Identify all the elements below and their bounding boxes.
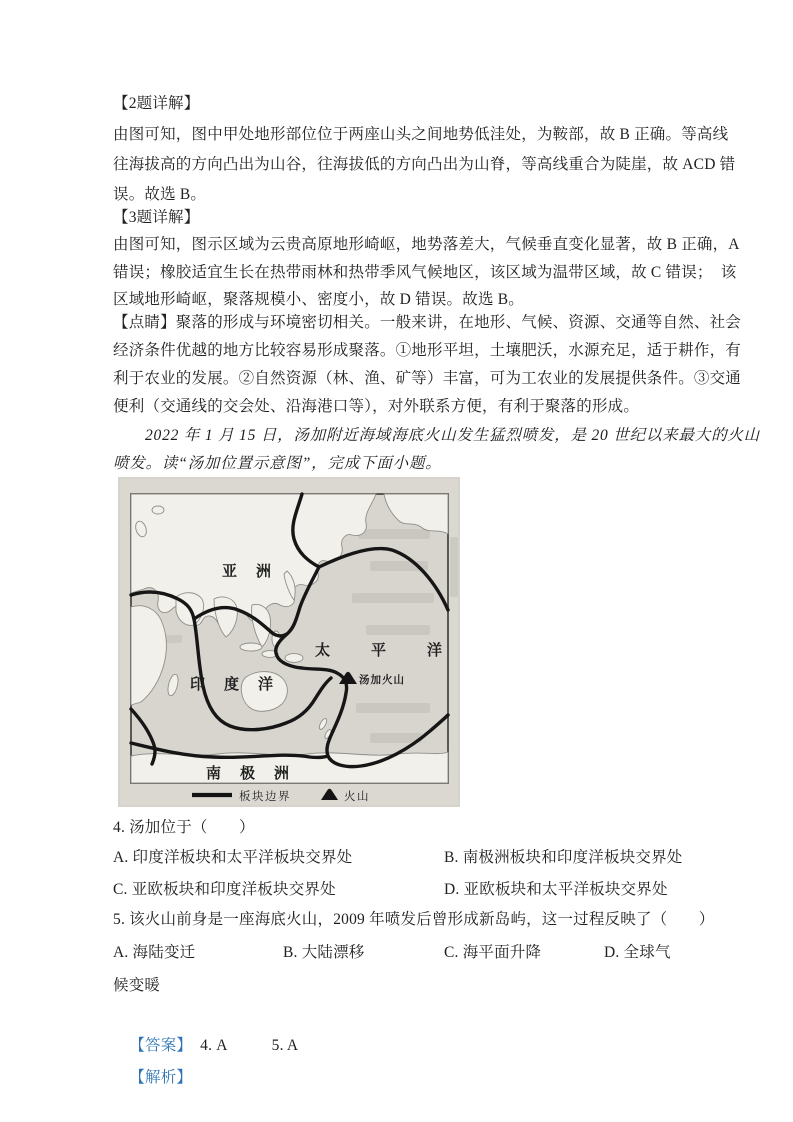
question4-option-b: B. 南极洲板块和印度洋板块交界处 xyxy=(444,849,683,866)
tonga-location-map-figure xyxy=(118,477,460,807)
label-tonga-volcano: 汤加火山 xyxy=(359,675,405,686)
dianjing-line: 【点睛】聚落的形成与环境密切相关。一般来讲，在地形、气候、资源、交通等自然、社会 xyxy=(113,314,742,331)
question5-option-b: B. 大陆漂移 xyxy=(283,944,365,961)
dianjing-line: 便利（交通线的交会处、沿海港口等），对外联系方便，有利于聚落的形成。 xyxy=(113,398,640,415)
explain2-header: 【2题详解】 xyxy=(113,95,200,112)
question5-option-c: C. 海平面升降 xyxy=(444,944,542,961)
explain2-line: 往海拔高的方向凸出为山谷，往海拔低的方向凸出为山脊，等高线重合为陡崖，故 ACD 错 xyxy=(113,156,736,173)
explain2-line: 误。故选 B。 xyxy=(113,186,207,203)
question5-option-d-wrap: 候变暖 xyxy=(113,977,161,994)
question4-option-a: A. 印度洋板块和太平洋板块交界处 xyxy=(113,849,353,866)
tonga-location-map xyxy=(118,477,460,807)
intro-line: 喷发。读“汤加位置示意图”，完成下面小题。 xyxy=(113,455,442,472)
question4-option-d: D. 亚欧板块和太平洋板块交界处 xyxy=(444,881,668,898)
label-asia: 亚 洲 xyxy=(222,564,274,580)
question4-option-c: C. 亚欧板块和印度洋板块交界处 xyxy=(113,881,336,898)
analysis-line xyxy=(113,1033,691,1122)
explain2-line: 由图可知，图中甲处地形部位位于两座山头之间地势低洼处，为鞍部，故 B 正确。等高线 xyxy=(113,126,729,143)
answer-q5: 5. A xyxy=(271,1037,299,1054)
explain3-line: 区域地形崎岖，聚落规模小、密度小，故 D 错误。故选 B。 xyxy=(113,291,524,308)
explain3-header: 【3题详解】 xyxy=(113,209,200,226)
legend-volcano-label: 火山 xyxy=(344,791,370,803)
dianjing-line: 利于农业的发展。②自然资源（林、渔、矿等）丰富，可为工农业的发展提供条件。③交通 xyxy=(113,370,742,387)
label-indian: 印 度 洋 xyxy=(190,677,276,693)
explain3-line: 由图可知，图示区域为云贵高原地形崎岖，地势落差大，气候垂直变化显著，故 B 正确，A xyxy=(113,236,740,253)
intro-line: 2022 年 1 月 15 日，汤加附近海域海底火山发生猛烈喷发，是 20 世纪以来最大的火山 xyxy=(145,427,760,444)
question5-option-d: D. 全球气 xyxy=(604,944,671,961)
question5-option-a: A. 海陆变迁 xyxy=(113,944,196,961)
question5-stem: 5. 该火山前身是一座海底火山，2009 年喷发后曾形成新岛屿，这一过程反映了（ ） xyxy=(113,911,715,928)
explain3-line: 错误；橡胶适宜生长在热带雨林和热带季风气候地区，该区域为温带区域，故 C 错误； 该 xyxy=(113,264,737,281)
answer-q4: 4. A xyxy=(200,1037,228,1054)
label-antarctica: 南 极 洲 xyxy=(206,766,292,782)
label-pacific: 太 平 洋 xyxy=(315,643,456,659)
legend-boundary-label: 板块边界 xyxy=(239,791,291,803)
analysis-tag: 【解析】 xyxy=(129,1069,193,1086)
dianjing-line: 经济条件优越的地方比较容易形成聚落。①地形平坦，土壤肥沃，水源充足，适于耕作，有 xyxy=(113,342,742,359)
answer-tag: 【答案】 xyxy=(129,1037,193,1054)
question4-stem: 4. 汤加位于（ ） xyxy=(113,819,255,836)
